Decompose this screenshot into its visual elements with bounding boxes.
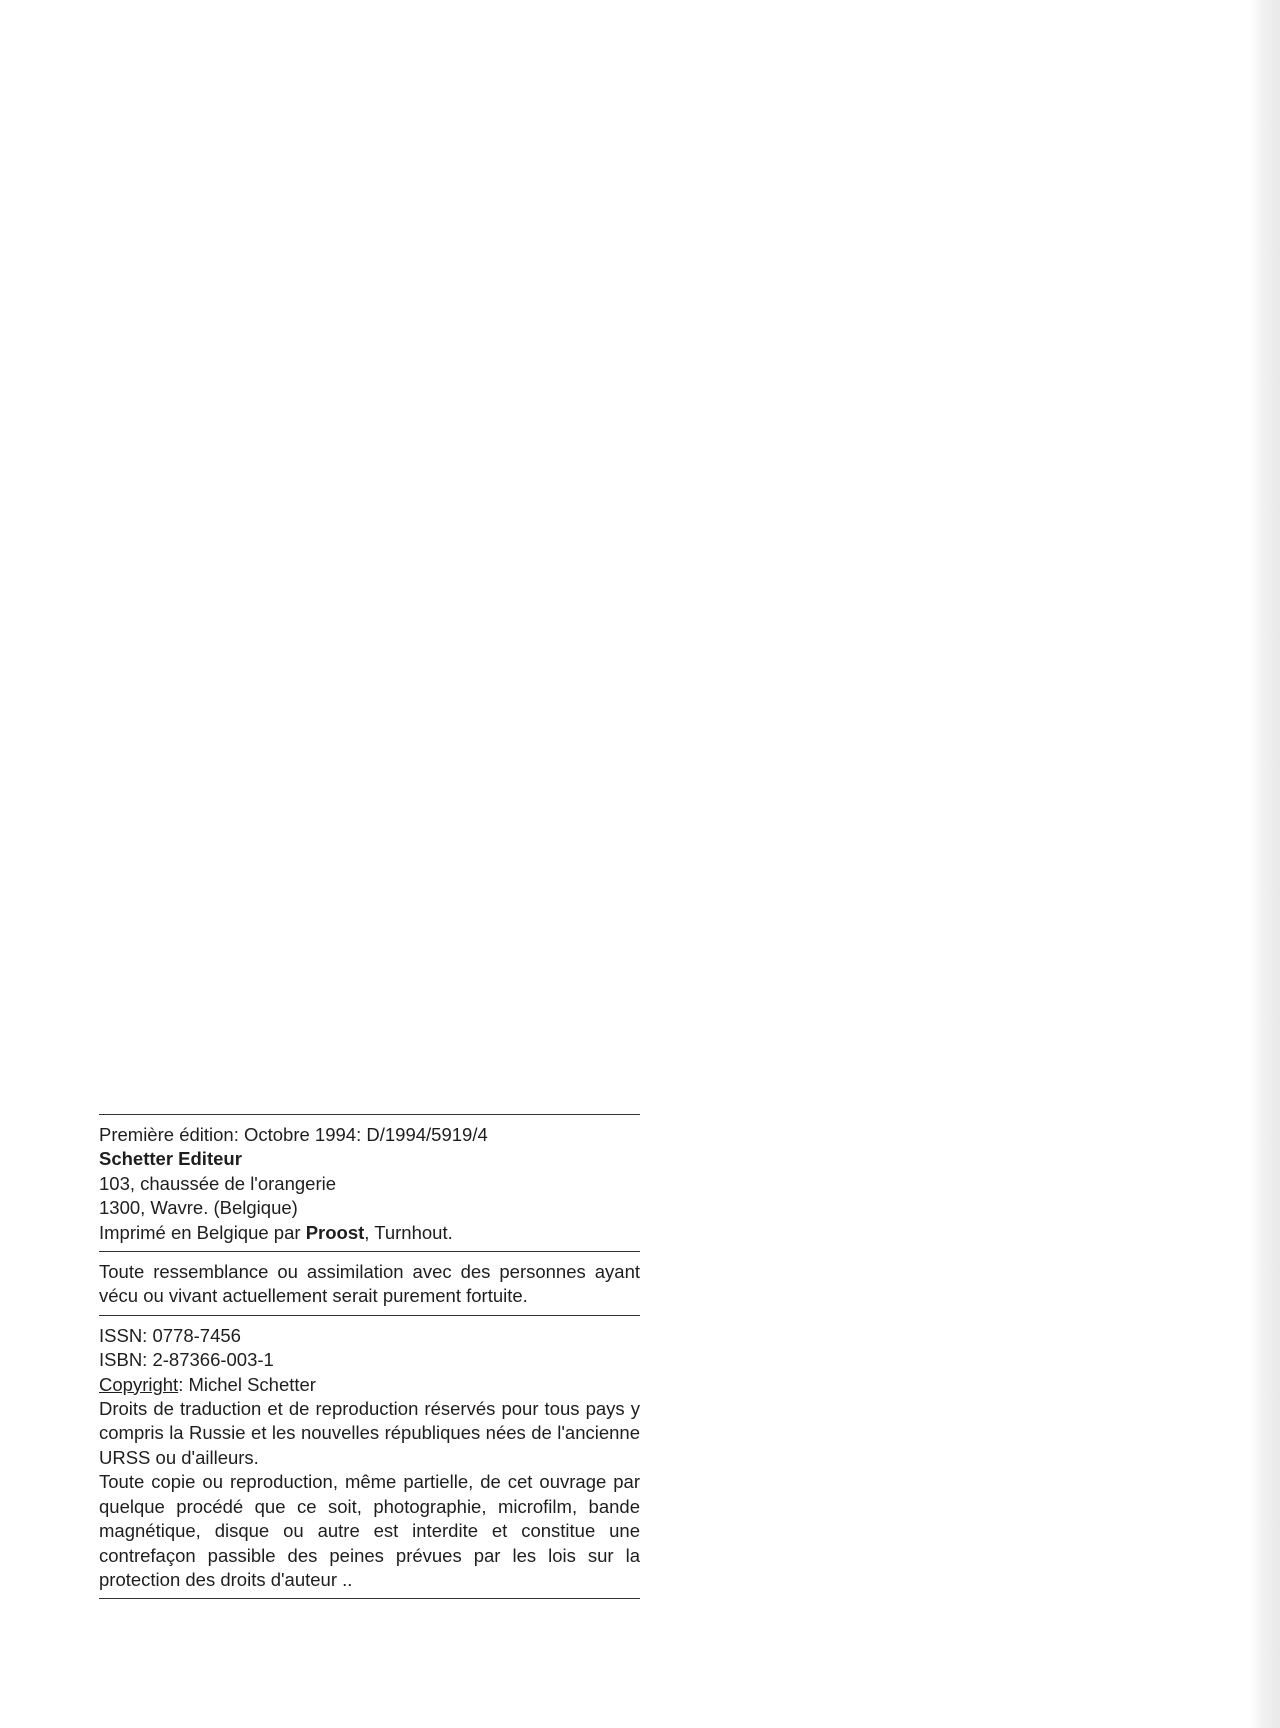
copyright-label: Copyright xyxy=(99,1373,179,1395)
issn-line: ISSN: 0778-7456 xyxy=(99,1324,241,1346)
printer-prefix: Imprimé en Belgique par xyxy=(99,1221,306,1243)
publisher-name: Schetter Editeur xyxy=(99,1148,242,1170)
copyright-line xyxy=(99,1373,640,1397)
disclaimer-block xyxy=(99,1252,640,1315)
publisher-city: 1300, Wavre. (Belgique) xyxy=(99,1197,298,1219)
publisher-street: 103, chaussée de l'orangerie xyxy=(99,1172,337,1194)
translation-rights-text: Droits de traduction et de reproduction réservés pour tous pays y compris la Russie et les nouvelles républiques nées de l'ancienne URSS ou d'ailleurs. xyxy=(99,1398,640,1468)
printer-suffix: , Turnhout. xyxy=(364,1221,453,1243)
isbn-line: ISBN: 2-87366-003-1 xyxy=(99,1349,274,1371)
copyright-holder: : Michel Schetter xyxy=(178,1373,316,1395)
bottom-divider xyxy=(99,1598,640,1599)
edition-block xyxy=(99,1115,640,1251)
copy-notice-text: Toute copie ou reproduction, même partielle, de cet ouvrage par quelque procédé que ce soit, photographie, microfilm, bande magnétique, disque ou autre est interdite et constitue une contrefaçon passible des peines prévues par les lois sur la protection des droits d'auteur .. xyxy=(99,1471,640,1590)
rights-block xyxy=(99,1316,640,1598)
first-edition-line: Première édition: Octobre 1994: D/1994/5919/4 xyxy=(99,1124,488,1145)
printer-line xyxy=(99,1221,640,1245)
disclaimer-text: Toute ressemblance ou assimilation avec des personnes ayant vécu ou vivant actuellement serait purement fortuite. xyxy=(99,1261,640,1307)
printer-name: Proost xyxy=(305,1221,365,1243)
colophon xyxy=(99,1114,640,1599)
page-gutter-shadow xyxy=(1250,0,1280,1728)
